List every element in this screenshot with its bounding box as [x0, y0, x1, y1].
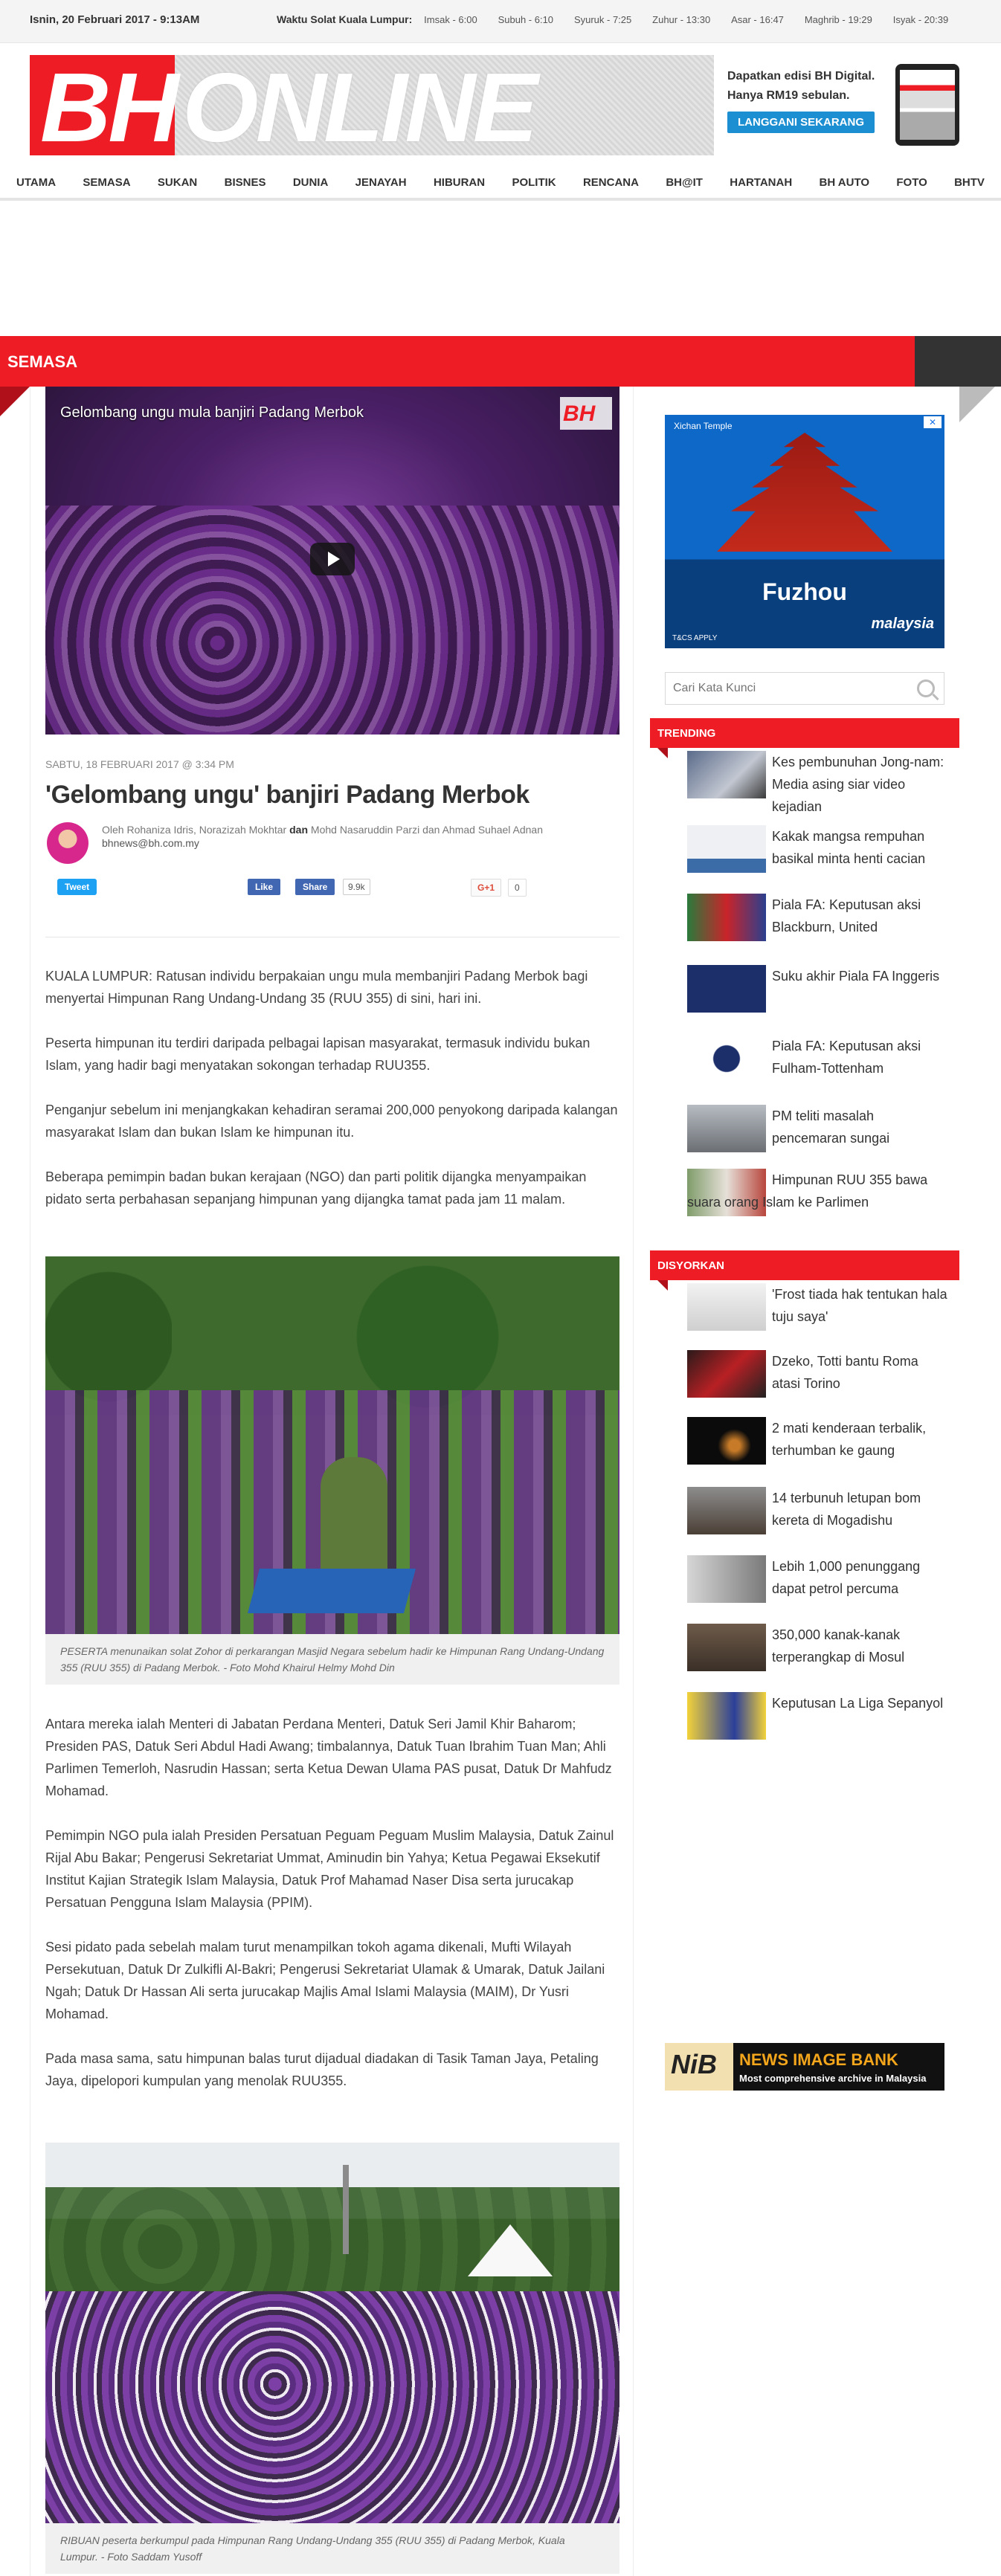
article-paragraph: KUALA LUMPUR: Ratusan individu berpakaian ungu mula membanjiri Padang Merbok bagi menyertai Himpunan Rang Undang-Undang 35 (RUU 355) di sini, hari ini. — [45, 969, 588, 1006]
prayer-imsak: Imsak - 6:00 — [424, 14, 477, 25]
advertisement-banner[interactable] — [665, 415, 944, 648]
nav-jenayah[interactable]: JENAYAH — [355, 176, 407, 189]
section-banner-dark — [915, 336, 1001, 387]
banner-fold-left — [0, 387, 30, 416]
video-player[interactable] — [45, 387, 619, 735]
ad-brand: malaysia — [871, 616, 934, 632]
recommended-title-link[interactable]: Lebih 1,000 penunggang dapat petrol percuma — [772, 1559, 921, 1596]
nav-bh-auto[interactable]: BH AUTO — [819, 176, 870, 189]
site-header — [0, 43, 1001, 162]
prayer-zuhur: Zuhur - 13:30 — [652, 14, 711, 25]
article-paragraph: Antara mereka ialah Menteri di Jabatan Perdana Menteri, Datuk Seri Jamil Khir Baharom; Presiden PAS, Datuk Seri Abdul Hadi Awang; timbalannya, Datuk Tuan Ibrahim Tuan Man; Ahli Parlimen Temerloh, Nasrudin Hassan; serta Ketua Dewan Ulama PAS pusat, Datuk Dr Mahfudz Mohamad. — [45, 1717, 612, 1798]
trending-thumbnail[interactable] — [687, 825, 766, 873]
search-box — [665, 672, 944, 705]
nav-dunia[interactable]: DUNIA — [292, 176, 329, 189]
trending-thumbnail[interactable] — [687, 894, 766, 941]
recommended-thumbnail[interactable] — [687, 1417, 766, 1465]
recommended-thumbnail[interactable] — [687, 1283, 766, 1331]
article-paragraph: Sesi pidato pada sebelah malam turut menampilkan tokoh agama dikenali, Mufti Wilayah Persekutuan, Datuk Dr Zulkifli Al-Bakri; Pengerusi Sekretariat Ulamak & Umarak, Datuk Jailani Ngah; Datuk Dr Hassan Ali serta jurucakap Majlis Amal Islami Malaysia (MAIM), Dr Yusri Mohamad. — [45, 1940, 605, 2021]
trending-title: TRENDING — [657, 727, 716, 740]
recommended-thumbnail[interactable] — [687, 1487, 766, 1534]
google-plus-button[interactable]: G+1 — [471, 879, 501, 897]
article-paragraph: Peserta himpunan itu terdiri daripada pelbagai lapisan masyarakat, termasuk individu bukan Islam, yang hadir bagi menyatakan sokongan terhadap RUU355. — [45, 1036, 590, 1073]
subscribe-button[interactable]: LANGGANI SEKARANG — [727, 112, 875, 133]
prayer-syuruk: Syuruk - 7:25 — [573, 14, 632, 25]
nav-bisnes[interactable]: BISNES — [224, 176, 266, 189]
temple-image — [717, 433, 892, 552]
nib-tagline: Most comprehensive archive in Malaysia — [739, 2073, 927, 2084]
nav-foto[interactable]: FOTO — [896, 176, 927, 189]
nav-bhtv[interactable]: BHTV — [954, 176, 985, 189]
play-icon[interactable] — [310, 543, 355, 575]
byline-author-1[interactable]: Oleh Rohaniza Idris — [102, 824, 193, 836]
trending-thumbnail[interactable] — [687, 751, 766, 798]
nav-rencana[interactable]: RENCANA — [582, 176, 639, 189]
trending-thumbnail[interactable] — [687, 1105, 766, 1152]
author-avatar — [47, 822, 88, 864]
ad-terms: T&CS APPLY — [672, 634, 718, 642]
trending-title-link[interactable]: Piala FA: Keputusan aksi Fulham-Tottenham — [772, 1039, 921, 1076]
nib-logo-text: NiB — [671, 2049, 717, 2079]
article-photo-prayer[interactable] — [45, 1256, 619, 1634]
section-title: SEMASA — [7, 352, 78, 371]
trending-title-link[interactable]: Piala FA: Keputusan aksi Blackburn, United — [772, 897, 921, 934]
article-paragraph: Penganjur sebelum ini menjangkakan kehadiran seramai 200,000 penyokong daripada kalangan masyarakat Islam dan bukan Islam ke himpunan itu. — [45, 1103, 618, 1140]
article-byline — [102, 822, 543, 837]
trending-title-link[interactable]: Kakak mangsa rempuhan basikal minta henti cacian — [772, 829, 926, 866]
recommended-thumbnail[interactable] — [687, 1350, 766, 1398]
recommended-thumbnail[interactable] — [687, 1692, 766, 1740]
recommended-title-link[interactable]: Dzeko, Totti bantu Roma atasi Torino — [772, 1354, 918, 1391]
nav-hartanah[interactable]: HARTANAH — [730, 176, 793, 189]
byline-authors-rest[interactable]: Mohd Nasaruddin Parzi dan Ahmad Suhael Adnan — [310, 824, 544, 836]
current-date: Isnin, 20 Februari 2017 - 9:13AM — [30, 13, 200, 26]
main-nav — [0, 165, 1001, 201]
article-paragraph: Beberapa pemimpin badan bukan kerajaan (NGO) dan parti politik dijangka menyampaikan pidato serta perbahasan sepanjang himpunan yang dijangka tamat pada jam 11 malam. — [45, 1169, 587, 1207]
facebook-share-button[interactable]: Share — [295, 879, 335, 895]
recommended-thumbnail[interactable] — [687, 1624, 766, 1671]
promo-line-1: Dapatkan edisi BH Digital. — [727, 70, 875, 83]
tweet-button[interactable]: Tweet — [57, 879, 97, 895]
photo-caption: RIBUAN peserta berkumpul pada Himpunan Rang Undang-Undang 355 (RUU 355) di Padang Merbok, Kuala Lumpur. - Foto Saddam Yusoff — [45, 2523, 619, 2574]
trending-thumbnail[interactable] — [687, 965, 766, 1013]
recommended-title-link[interactable]: 350,000 kanak-kanak terperangkap di Mosul — [772, 1627, 905, 1665]
article-paragraph: Pada masa sama, satu himpunan balas turut dijadual diadakan di Tasik Taman Jaya, Petaling Jaya, dipelopori kumpulan yang menolak RUU355. — [45, 2051, 599, 2088]
byline-author-2[interactable]: , Norazizah Mokhtar — [193, 824, 287, 836]
author-email[interactable]: bhnews@bh.com.my — [102, 837, 199, 849]
trending-title-link[interactable]: Kes pembunuhan Jong-nam: Media asing siar video kejadian — [772, 755, 944, 814]
google-plus-count: 0 — [508, 879, 527, 897]
tablet-image — [895, 64, 959, 146]
section-banner — [0, 336, 915, 387]
promo-line-2: Hanya RM19 sebulan. — [727, 89, 850, 102]
article-paragraph: Pemimpin NGO pula ialah Presiden Persatuan Peguam Peguam Muslim Malaysia, Datuk Zainul Rijal Abu Bakar; Pengerusi Sekretariat Ummat, Aminudin bin Yahya; Ketua Pegawai Eksekutif Institut Kajian Strategik Islam Malaysia, Datuk Prof Mahamad Naser Disa serta jurucakap Persatuan Pengguna Islam Malaysia (PPIM). — [45, 1828, 614, 1910]
video-badge-text: BH — [563, 401, 596, 426]
video-channel-badge — [560, 397, 612, 430]
share-bar — [57, 877, 608, 900]
nav-hiburan[interactable]: HIBURAN — [433, 176, 486, 189]
top-bar — [0, 0, 1001, 43]
prayer-subuh: Subuh - 6:10 — [498, 14, 554, 25]
article-photo-crowd[interactable] — [45, 2143, 619, 2523]
prayer-isyak: Isyak - 20:39 — [892, 14, 949, 25]
digital-edition-promo — [727, 67, 898, 133]
byline-and: dan — [289, 824, 309, 836]
recommended-thumbnail[interactable] — [687, 1555, 766, 1603]
facebook-like-button[interactable]: Like — [248, 879, 280, 895]
nib-logo — [665, 2043, 733, 2091]
nav-sukan[interactable]: SUKAN — [157, 176, 198, 189]
nav-semasa[interactable]: SEMASA — [83, 176, 131, 189]
trending-title-link[interactable]: Suku akhir Piala FA Inggeris — [772, 969, 940, 984]
ad-city: Fuzhou — [762, 578, 847, 605]
ad-label: Xichan Temple — [674, 421, 733, 431]
prayer-times-label: Waktu Solat Kuala Lumpur: — [277, 13, 413, 25]
recommended-title-link[interactable]: 2 mati kenderaan terbalik, terhumban ke gaung — [772, 1421, 927, 1458]
trending-header — [650, 718, 959, 748]
banner-fold-right — [959, 387, 995, 422]
sidebar — [650, 387, 959, 2576]
logo-bh-text: BH — [40, 55, 176, 155]
nib-title: NEWS IMAGE BANK — [739, 2050, 898, 2069]
article-date: SABTU, 18 FEBRUARI 2017 @ 3:34 PM — [45, 758, 234, 770]
nav-politik[interactable]: POLITIK — [512, 176, 556, 189]
photo-caption: PESERTA menunaikan solat Zohor di perkarangan Masjid Negara sebelum hadir ke Himpunan Rang Undang-Undang 355 (RUU 355) di Padang Merbok. - Foto Mohd Khairul Helmy Mohd Din — [45, 1634, 619, 1685]
logo-online-text: ONLINE — [182, 55, 535, 155]
nav-utama[interactable]: UTAMA — [16, 176, 57, 189]
video-title[interactable]: Gelombang ungu mula banjiri Padang Merbok — [60, 404, 364, 421]
recommended-title-link[interactable]: Keputusan La Liga Sepanyol — [772, 1696, 944, 1711]
recommended-title-link[interactable]: 'Frost tiada hak tentukan hala tuju saya' — [772, 1287, 947, 1324]
prayer-asar: Asar - 16:47 — [731, 14, 784, 25]
search-input[interactable] — [673, 679, 896, 697]
disyorkan-title: DISYORKAN — [657, 1259, 725, 1272]
article-column — [30, 387, 634, 2576]
ad-close-icon[interactable]: ✕ — [924, 416, 942, 428]
news-image-bank-banner[interactable] — [665, 2043, 944, 2091]
disyorkan-header — [650, 1250, 959, 1280]
facebook-share-count: 9.9k — [343, 879, 370, 895]
recommended-title-link[interactable]: 14 terbunuh letupan bom kereta di Mogadishu — [772, 1491, 921, 1528]
trending-thumbnail[interactable] — [687, 1035, 766, 1082]
trending-title-link[interactable]: Himpunan RUU 355 bawa suara orang Islam ke Parlimen — [687, 1172, 928, 1210]
bh-online-logo[interactable] — [30, 55, 714, 155]
prayer-times — [277, 13, 966, 25]
article-headline: 'Gelombang ungu' banjiri Padang Merbok — [45, 781, 530, 809]
search-icon[interactable] — [917, 679, 935, 697]
prayer-maghrib: Maghrib - 19:29 — [804, 14, 872, 25]
trending-title-link[interactable]: PM teliti masalah pencemaran sungai — [772, 1108, 890, 1146]
nav-bhit[interactable]: BH@IT — [666, 176, 703, 189]
